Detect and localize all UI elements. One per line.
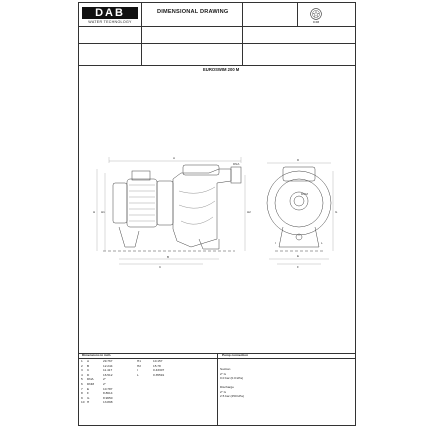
dim-cell-k: DNM — [87, 382, 95, 386]
dim-cell-n: 3 — [81, 368, 83, 373]
suction-port — [231, 167, 241, 183]
dim-cell-n: 6 — [81, 382, 83, 386]
pump-feet — [119, 227, 219, 249]
dim-cell-n: 8 — [81, 391, 83, 396]
dim-cell-n: 1 — [81, 359, 83, 363]
discharge-label: Discharge — [220, 385, 234, 389]
dim-cell-v2: 0.35591 — [153, 372, 165, 377]
dim-label-b: B — [167, 255, 170, 259]
dim-cell-k2: I — [137, 368, 138, 373]
dim-cell-v: 16.512 — [103, 372, 113, 377]
model-name: EUROSWIM 200 M — [203, 67, 240, 72]
pump-housing — [173, 169, 231, 247]
divider — [79, 65, 355, 66]
document-title: DIMENSIONAL DRAWING — [157, 9, 229, 15]
front-base — [279, 227, 319, 247]
dim-label-dna: DNA — [233, 162, 240, 166]
dim-cell-v: 8.9650 — [103, 395, 113, 400]
dim-label-a: A — [173, 156, 176, 160]
dim-cell-k: DNA — [87, 377, 94, 382]
title-block — [79, 3, 355, 65]
front-housing — [267, 171, 331, 235]
dim-cell-k: G — [87, 395, 90, 400]
pump-connection-header: Pump connection — [222, 353, 248, 357]
dim-cell-v2: 0.43307 — [153, 368, 165, 373]
dim-cell-k: C — [87, 368, 90, 373]
drawing-sheet — [78, 2, 356, 426]
brand-logo — [82, 7, 138, 25]
dim-cell-k: F — [87, 391, 89, 396]
dim-label-g: G — [335, 210, 338, 214]
dim-cell-n: 5 — [81, 377, 83, 382]
discharge-size: 2" G — [220, 389, 227, 394]
dim-label-f: F — [297, 265, 299, 269]
dim-cell-k2: H2 — [137, 363, 141, 368]
certification-seal-icon — [310, 8, 322, 20]
motor-flange — [157, 181, 173, 225]
dim-cell-v2: 15.78 — [153, 363, 161, 368]
pump-dimensional-drawing — [79, 143, 355, 273]
dim-cell-n: 4 — [81, 372, 83, 377]
dim-cell-n: 2 — [81, 363, 83, 368]
dim-cell-n: 10 — [81, 400, 85, 405]
dim-label-d: D — [297, 158, 300, 162]
dim-cell-k: E — [87, 386, 90, 391]
dim-cell-v: 29.767 — [103, 359, 113, 363]
dim-cell-k: B — [87, 363, 90, 368]
dim-label-h: H — [93, 210, 96, 214]
dim-label-h1: H1 — [101, 210, 105, 214]
suction-pressure: 0.0 bar (0.0 kPa) — [220, 376, 244, 381]
dim-cell-v: 11.417 — [103, 368, 113, 373]
strainer-lid — [183, 165, 219, 175]
dim-label-c: C — [159, 265, 162, 269]
dim-cell-v: 8.8614 — [103, 391, 113, 396]
dim-cell-k: H — [87, 400, 90, 405]
dimensions-table — [79, 353, 355, 425]
brand-tagline: WATER TECHNOLOGY — [88, 20, 132, 24]
dim-cell-n: 7 — [81, 386, 83, 391]
dim-cell-k: D — [87, 372, 90, 377]
dim-cell-v: 10.787 — [103, 386, 113, 391]
divider — [79, 26, 355, 27]
discharge-pressure: 2.5 bar (250 kPa) — [220, 394, 244, 399]
divider — [297, 3, 298, 27]
dim-cell-k2: H1 — [137, 359, 141, 363]
divider — [141, 3, 142, 65]
dim-cell-n: 9 — [81, 395, 83, 400]
divider — [79, 43, 355, 44]
dim-cell-v: 2" — [103, 382, 106, 386]
suction-label: Suction — [220, 367, 231, 371]
brand-name: DAB — [82, 7, 138, 19]
motor-fan-cover — [113, 183, 127, 223]
dim-label-l: L — [321, 241, 323, 245]
dim-cell-k: A — [87, 359, 90, 363]
dim-label-i: I — [275, 241, 276, 245]
dim-label-dnm: DNM — [301, 192, 308, 196]
divider — [242, 3, 243, 65]
certification-label: ICIM — [312, 20, 320, 24]
dimensions-header: Dimensions in inch. — [82, 353, 112, 357]
dim-cell-k2: L — [137, 372, 139, 377]
dim-cell-v: 13.898 — [103, 400, 113, 405]
dim-label-h2: H2 — [247, 210, 251, 214]
dim-cell-v: 12.244 — [103, 363, 113, 368]
dim-cell-v2: 10.157 — [153, 359, 163, 363]
suction-size: 2" G — [220, 371, 227, 376]
dim-cell-v: 2" — [103, 377, 106, 382]
terminal-box — [132, 171, 150, 180]
dim-label-e: E — [297, 254, 300, 258]
